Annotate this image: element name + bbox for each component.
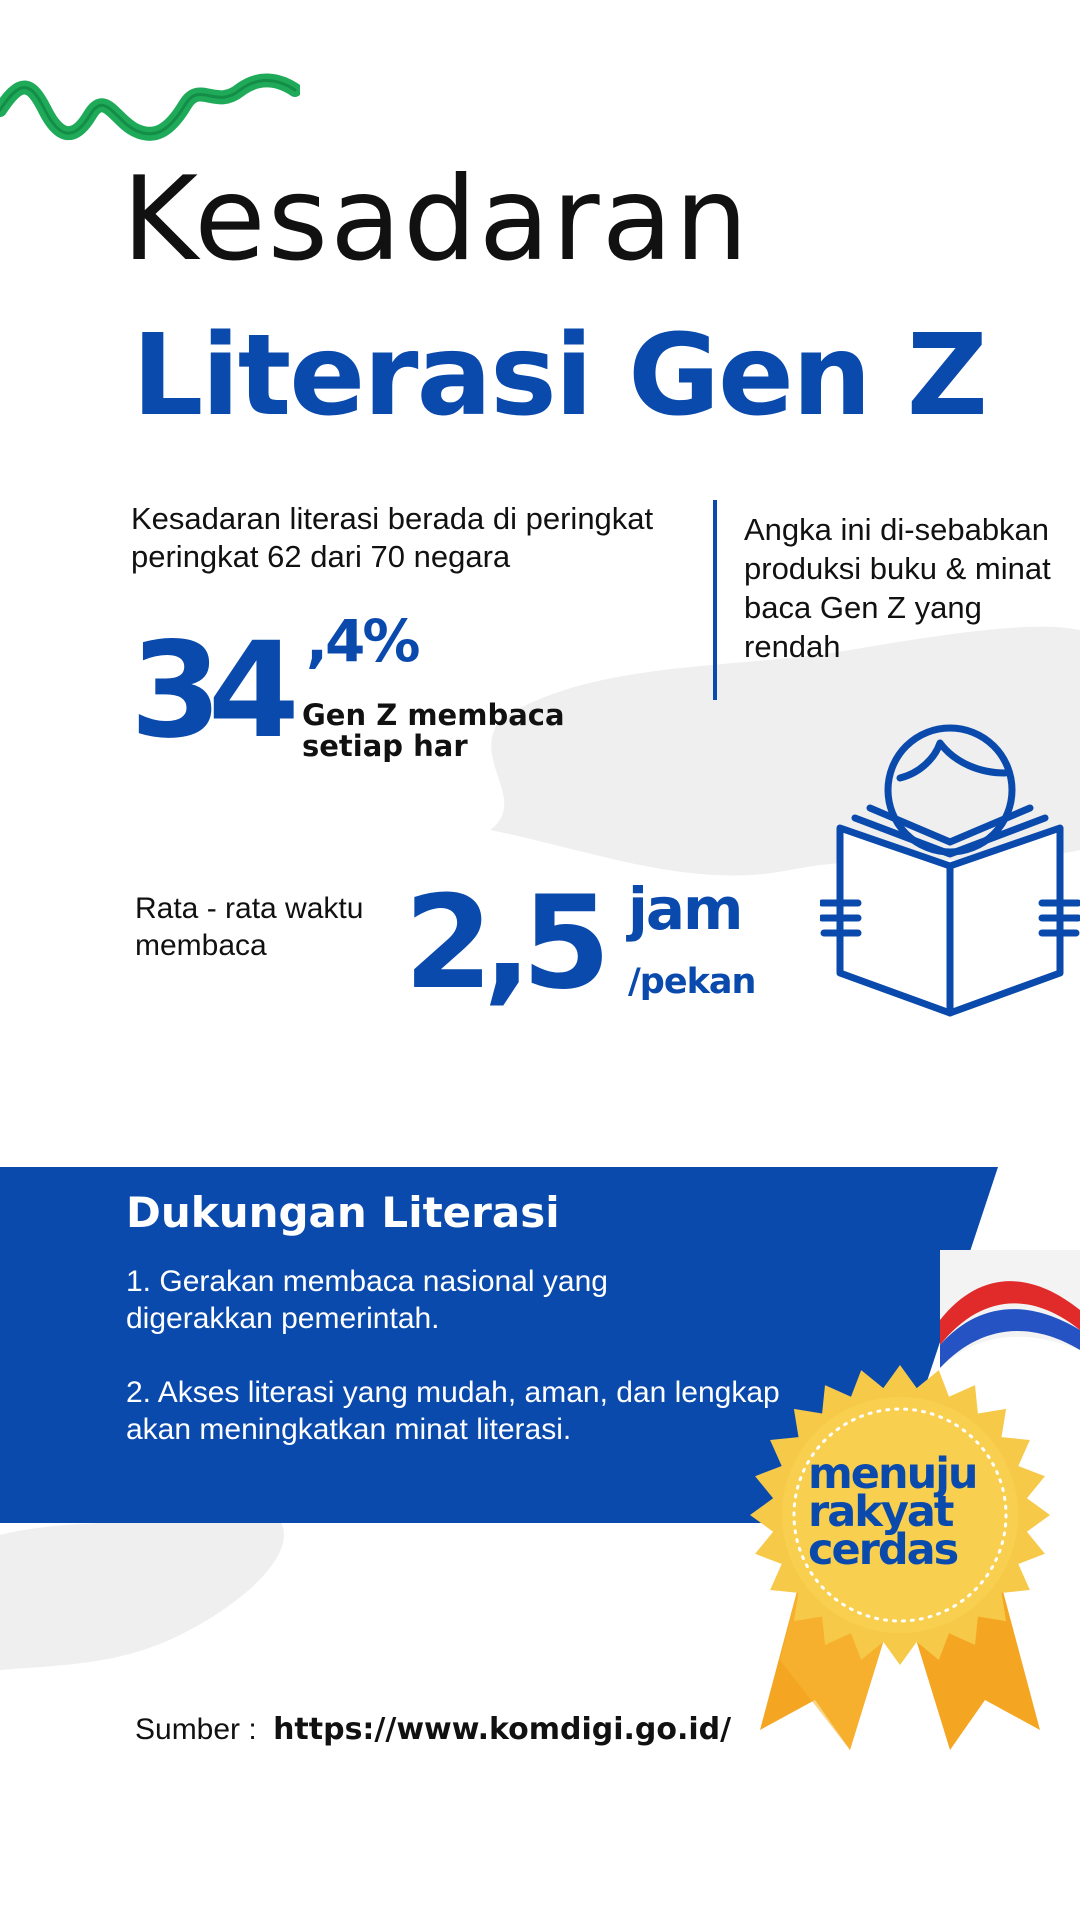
title-line-1: Kesadaran (122, 152, 751, 287)
vertical-divider (713, 500, 717, 700)
support-item-1: 1. Gerakan membaca nasional yang digerakkan pemerintah. (126, 1265, 608, 1335)
badge-line-2: rakyat (808, 1487, 953, 1537)
support-title: Dukungan Literasi (126, 1188, 560, 1237)
source-label: Sumber : (135, 1713, 257, 1746)
green-ribbon-decoration (0, 70, 300, 150)
brush-stroke-background-lower (0, 1515, 320, 1675)
avg-time-period: /pekan (628, 962, 756, 1002)
title-line-2: Literasi Gen Z (132, 311, 986, 441)
percent-whole: 34 (130, 614, 286, 768)
source-line (135, 1712, 731, 1747)
badge-line-1: menuju (808, 1449, 977, 1499)
avg-time-value: 2,5 (404, 869, 601, 1018)
percent-label: Gen Z membaca setiap har (302, 698, 565, 763)
support-item-2: 2. Akses literasi yang mudah, aman, dan lengkap akan meningkatkan minat literasi. (126, 1376, 780, 1446)
badge-text (808, 1449, 1008, 1575)
badge-line-3: cerdas (808, 1525, 958, 1575)
avg-time-unit: jam (628, 875, 742, 943)
person-reading-book-icon (820, 718, 1080, 1018)
source-link[interactable]: https://www.komdigi.go.id/ (273, 1712, 732, 1747)
cause-text: Angka ini di-sebabkan produksi buku & minat baca Gen Z yang rendah (744, 512, 1051, 664)
rank-text: Kesadaran literasi berada di peringkat peringkat 62 dari 70 negara (131, 501, 654, 574)
percent-decimal: ,4% (306, 607, 418, 675)
avg-time-label: Rata - rata waktu membaca (135, 892, 364, 962)
